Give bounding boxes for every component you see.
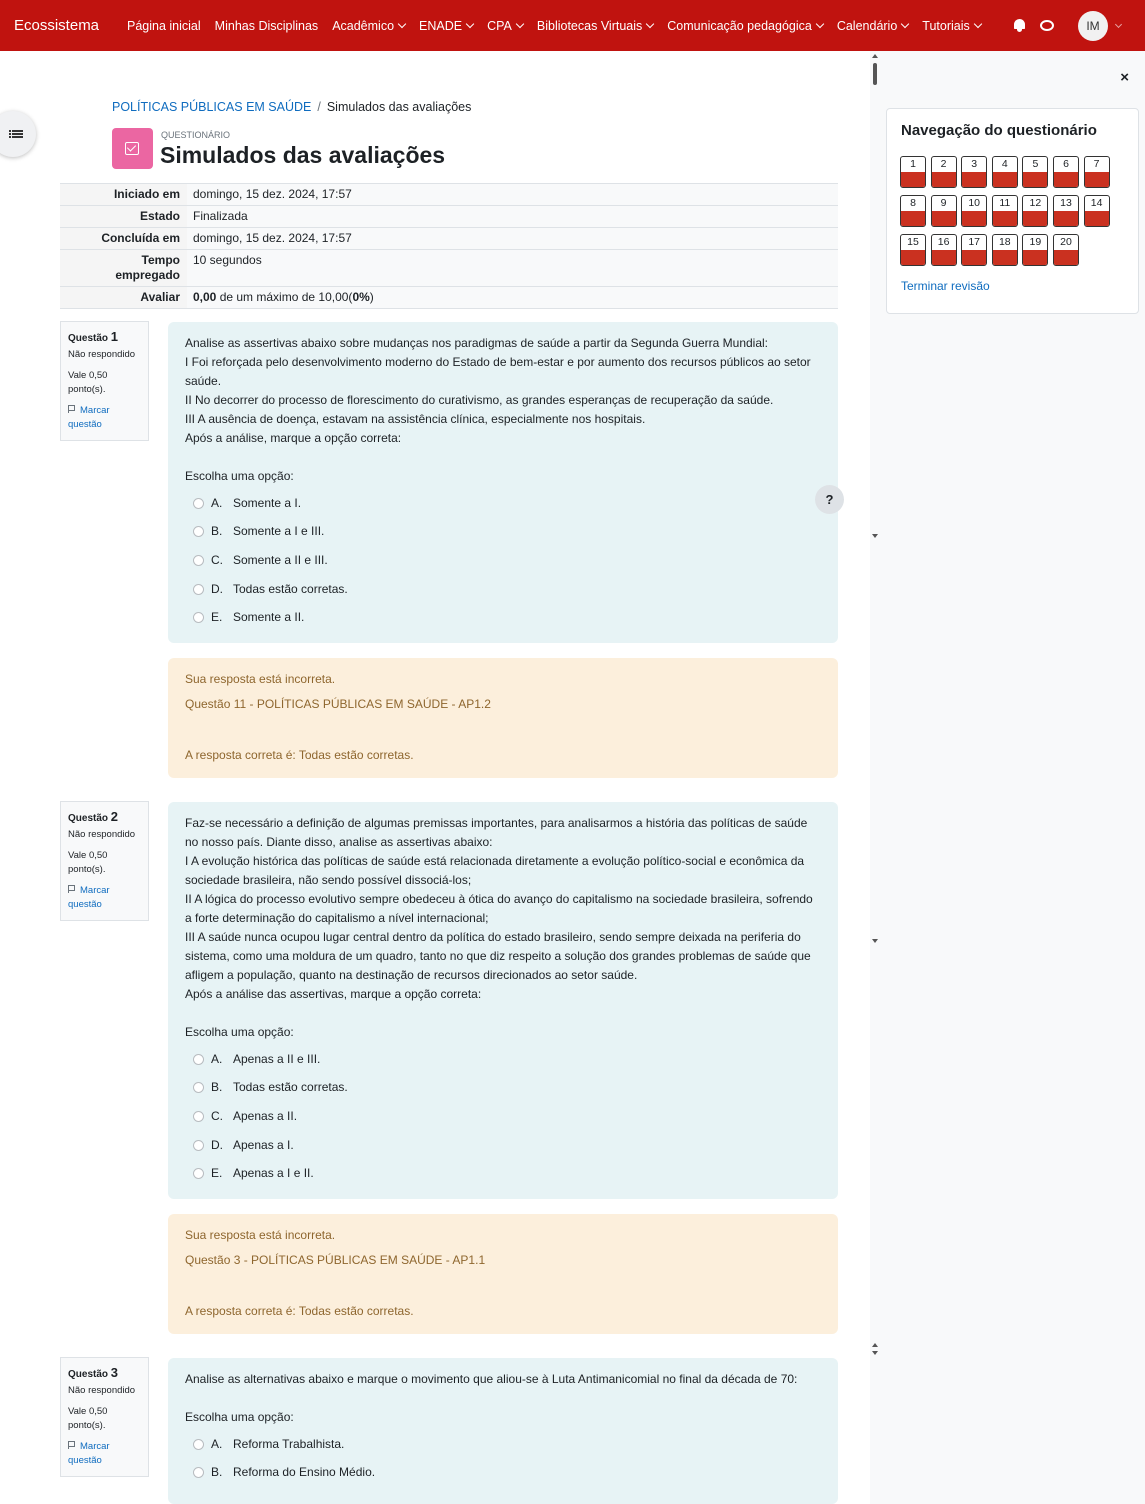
answer-text: Somente a I e III. xyxy=(233,524,325,539)
user-menu-chevron-down-icon[interactable] xyxy=(1115,20,1122,27)
incorrect-indicator xyxy=(962,172,986,187)
answer-text: Apenas a I e II. xyxy=(233,1166,314,1181)
answer-option[interactable] xyxy=(185,1430,821,1459)
flag-icon xyxy=(68,885,75,893)
question-text-line: II No decorrer do processo de florescimento do curativismo, as grandes esperanças de recuperação da saúde. xyxy=(185,393,774,407)
quiz-nav-number: 11 xyxy=(999,197,1011,209)
answer-radio[interactable] xyxy=(193,1168,204,1179)
quiz-nav-number: 18 xyxy=(998,236,1011,248)
incorrect-indicator xyxy=(901,211,925,226)
quiz-nav-number: 17 xyxy=(968,236,981,248)
answer-option[interactable] xyxy=(185,489,821,518)
page-title: Simulados das avaliações xyxy=(160,142,446,168)
quiz-nav-number: 8 xyxy=(910,197,916,209)
feedback-reference: Questão 3 - POLÍTICAS PÚBLICAS EM SAÚDE - AP1.1 xyxy=(185,1253,486,1267)
answer-text: Apenas a I. xyxy=(233,1137,294,1152)
breadcrumb: POLÍTICAS PÚBLICAS EM SAÚDE / Simulados das avaliações xyxy=(112,100,472,114)
incorrect-indicator xyxy=(1085,172,1109,187)
answer-radio[interactable] xyxy=(193,1140,204,1151)
answer-option[interactable] xyxy=(185,1159,821,1188)
answer-prompt: Escolha uma opção: xyxy=(185,1025,294,1039)
quiz-nav-button[interactable] xyxy=(961,195,987,227)
answer-letter: B. xyxy=(211,1080,223,1095)
summary-value: 10 segundos xyxy=(187,250,838,287)
question-grade: Vale 0,50 ponto(s). xyxy=(68,370,108,395)
quiz-nav-button[interactable] xyxy=(992,234,1018,266)
answer-list xyxy=(185,1430,821,1487)
answer-option[interactable] xyxy=(185,1074,821,1103)
answer-letter: D. xyxy=(211,581,223,596)
chevron-down-icon xyxy=(901,20,909,28)
answer-radio[interactable] xyxy=(193,526,204,537)
quiz-nav-number: 4 xyxy=(1001,158,1008,170)
question-state: Não respondido xyxy=(68,829,136,840)
quiz-nav-button[interactable] xyxy=(1022,195,1048,227)
question-state: Não respondido xyxy=(68,1385,136,1396)
flag-icon xyxy=(68,1441,75,1449)
chevron-down-icon xyxy=(816,20,824,28)
brand-logo[interactable]: Ecossistema xyxy=(14,17,100,34)
flag-question-link[interactable]: Marcar questão xyxy=(68,885,110,910)
breadcrumb-current: Simulados das avaliações xyxy=(326,100,472,114)
chevron-down-icon xyxy=(466,20,474,28)
incorrect-indicator xyxy=(1023,211,1047,226)
summary-label: Iniciado em xyxy=(60,184,187,206)
quiz-nav-number: 2 xyxy=(940,158,947,170)
feedback-reference: Questão 11 - POLÍTICAS PÚBLICAS EM SAÚDE - AP1.2 xyxy=(185,697,491,711)
quiz-nav-button[interactable] xyxy=(1084,195,1110,227)
summary-label: Tempo empregado xyxy=(60,250,187,287)
answer-radio[interactable] xyxy=(193,498,204,509)
question-text-line: II A lógica do processo evolutivo sempre obedeceu à ótica do avanço do capitalismo na sociedade brasileira, sofrendo a forte determinação do capitalismo a nível internacional; xyxy=(185,892,813,925)
answer-text: Reforma do Ensino Médio. xyxy=(233,1465,376,1480)
answer-letter: C. xyxy=(211,1108,223,1123)
answer-radio[interactable] xyxy=(193,1111,204,1122)
feedback-correct-answer: A resposta correta é: Todas estão corretas. xyxy=(185,748,414,762)
nav-item-3[interactable] xyxy=(419,19,473,33)
quiz-nav-button[interactable] xyxy=(931,234,957,266)
quiz-nav-number: 3 xyxy=(971,158,978,170)
question-text xyxy=(185,814,821,1004)
incorrect-indicator xyxy=(932,211,956,226)
question-info-3 xyxy=(60,1357,149,1477)
quiz-nav-number: 5 xyxy=(1032,158,1039,170)
answer-text: Todas estão corretas. xyxy=(233,581,348,596)
answer-option[interactable] xyxy=(185,1045,821,1074)
quiz-nav-number: 1 xyxy=(910,158,916,170)
right-drawer xyxy=(870,51,1145,1504)
nav-item-4[interactable] xyxy=(487,19,523,33)
flag-question-link[interactable]: Marcar questão xyxy=(68,1441,110,1466)
summary-label: Concluída em xyxy=(60,228,187,250)
summary-value: domingo, 15 dez. 2024, 17:57 xyxy=(187,184,838,206)
incorrect-indicator xyxy=(993,250,1017,265)
question-feedback-1 xyxy=(168,658,838,778)
nav-item-label: CPA xyxy=(487,18,512,33)
feedback-correct-answer: A resposta correta é: Todas estão corretas. xyxy=(185,1304,414,1318)
question-feedback-2 xyxy=(168,1214,838,1334)
nav-item-8[interactable] xyxy=(922,19,980,33)
quiz-navigation-title: Navegação do questionário xyxy=(901,122,1097,139)
incorrect-indicator xyxy=(1023,172,1047,187)
nav-item-label: Página inicial xyxy=(127,18,201,33)
answer-radio[interactable] xyxy=(193,555,204,566)
help-button[interactable]: ? xyxy=(815,485,844,514)
chevron-down-icon xyxy=(974,20,982,28)
answer-radio[interactable] xyxy=(193,1082,204,1093)
answer-option[interactable] xyxy=(185,546,821,575)
summary-row-time xyxy=(60,250,838,287)
question-text-line: I A evolução histórica das políticas de saúde está relacionada diretamente a evolução político-social e econômica da sociedade brasileira, não sendo possível dissociá-los; xyxy=(185,854,805,887)
incorrect-indicator xyxy=(962,211,986,226)
quiz-nav-number: 12 xyxy=(1029,197,1042,209)
incorrect-indicator xyxy=(962,250,986,265)
summary-label: Avaliar xyxy=(60,287,187,309)
incorrect-indicator xyxy=(1054,250,1078,265)
question-text xyxy=(185,334,821,448)
answer-radio[interactable] xyxy=(193,1054,204,1065)
quiz-nav-button[interactable] xyxy=(961,156,987,188)
nav-item-6[interactable] xyxy=(667,19,823,33)
incorrect-indicator xyxy=(901,250,925,265)
nav-item-label: Bibliotecas Virtuais xyxy=(536,18,643,33)
nav-item-label: Calendário xyxy=(836,18,898,33)
summary-value: 0,00 de um máximo de 10,00(0%) xyxy=(187,287,838,309)
quiz-nav-button[interactable] xyxy=(1053,195,1079,227)
answer-letter: B. xyxy=(211,1465,223,1480)
nav-item-label: Comunicação pedagógica xyxy=(667,18,812,33)
activity-type-label: QUESTIONÁRIO xyxy=(161,130,231,140)
nav-item-1[interactable] xyxy=(215,19,319,33)
quiz-nav-button[interactable] xyxy=(1053,234,1079,266)
breadcrumb-course-link[interactable]: POLÍTICAS PÚBLICAS EM SAÚDE xyxy=(112,100,312,114)
messages-chat-icon[interactable] xyxy=(1040,20,1054,31)
answer-letter: A. xyxy=(211,1436,223,1451)
answer-prompt: Escolha uma opção: xyxy=(185,1410,294,1424)
nav-item-label: Minhas Disciplinas xyxy=(214,18,319,33)
quiz-nav-number: 10 xyxy=(968,197,981,209)
incorrect-indicator xyxy=(1054,211,1078,226)
nav-item-5[interactable] xyxy=(537,19,653,33)
answer-list xyxy=(185,1045,821,1188)
answer-text: Reforma Trabalhista. xyxy=(233,1436,345,1451)
attempt-summary-table xyxy=(60,183,838,309)
answer-letter: E. xyxy=(211,610,223,625)
quiz-nav-number: 19 xyxy=(1029,236,1042,248)
incorrect-indicator xyxy=(993,172,1017,187)
scrollbar-thumb[interactable] xyxy=(873,63,877,85)
question-text-line: Faz-se necessário a definição de algumas premissas importantes, para analisarmos a história das políticas de saúde no nosso país. Diante disso, analise as assertivas abaixo: xyxy=(185,816,808,849)
quiz-nav-number: 13 xyxy=(1060,197,1072,209)
answer-radio[interactable] xyxy=(193,1467,204,1478)
answer-radio[interactable] xyxy=(193,1439,204,1450)
incorrect-indicator xyxy=(1085,211,1109,226)
chevron-down-icon xyxy=(516,20,524,28)
nav-item-2[interactable] xyxy=(332,19,405,33)
finish-review-link[interactable]: Terminar revisão xyxy=(901,279,990,293)
quiz-nav-number: 14 xyxy=(1090,197,1103,209)
quiz-nav-button[interactable] xyxy=(900,156,926,188)
quiz-nav-button[interactable] xyxy=(900,195,926,227)
answer-text: Somente a II e III. xyxy=(233,552,328,567)
answer-option[interactable] xyxy=(185,575,821,604)
quiz-nav-button[interactable] xyxy=(931,195,957,227)
answer-text: Apenas a II e III. xyxy=(233,1051,321,1066)
question-grade: Vale 0,50 ponto(s). xyxy=(68,850,108,875)
summary-value: Finalizada xyxy=(187,206,838,228)
question-number: Questão 3 xyxy=(68,1365,119,1380)
quiz-nav-button[interactable] xyxy=(992,195,1018,227)
answer-radio[interactable] xyxy=(193,584,204,595)
question-text-line: III A saúde nunca ocupou lugar central dentro da política do estado brasileiro, sendo sempre deixada na periferia do sistema, como uma moldura de um quadro, tanto no que diz respeito a solução dos grandes problemas de saúde que afligem a população, quanto na destinação de recursos direcionados ao setor saúde. xyxy=(185,930,811,982)
incorrect-indicator xyxy=(932,172,956,187)
answer-text: Somente a II. xyxy=(233,610,305,625)
notifications-bell-icon[interactable] xyxy=(1013,19,1026,32)
quiz-nav-button[interactable] xyxy=(1022,156,1048,188)
answer-option[interactable] xyxy=(185,603,821,632)
answer-text: Somente a I. xyxy=(233,495,302,510)
flag-icon xyxy=(68,405,75,413)
scroll-up-arrow-icon[interactable] xyxy=(872,1343,878,1347)
question-text-line: Analise as assertivas abaixo sobre mudanças nos paradigmas de saúde a partir da Segunda Guerra Mundial: xyxy=(185,336,769,350)
question-text xyxy=(185,1370,821,1389)
user-avatar[interactable]: IM xyxy=(1078,11,1108,41)
question-info-1 xyxy=(60,321,149,441)
quiz-nav-number: 20 xyxy=(1060,236,1072,248)
quiz-nav-number: 7 xyxy=(1093,158,1100,170)
quiz-nav-button[interactable] xyxy=(931,156,957,188)
summary-row-grade xyxy=(60,287,838,309)
summary-row-state xyxy=(60,206,838,228)
question-text-line: III A ausência de doença, estavam na assistência clínica, especialmente nos hospitais. xyxy=(185,412,646,426)
chevron-down-icon xyxy=(398,20,406,28)
scroll-down-arrow-icon[interactable] xyxy=(872,1351,878,1355)
answer-letter: E. xyxy=(211,1166,223,1181)
quiz-nav-number: 16 xyxy=(937,236,950,248)
quiz-nav-button[interactable] xyxy=(1084,156,1110,188)
course-index-toggle-button[interactable] xyxy=(0,111,36,157)
incorrect-indicator xyxy=(932,250,956,265)
flag-question-link[interactable]: Marcar questão xyxy=(68,405,110,430)
nav-item-label: Tutoriais xyxy=(922,18,970,33)
answer-letter: C. xyxy=(211,552,223,567)
quiz-navigation-block xyxy=(886,108,1139,314)
question-text-line: Após a análise das assertivas, marque a opção correta: xyxy=(185,987,482,1001)
question-text-line: Analise as alternativas abaixo e marque o movimento que aliou-se à Luta Antimanicomial no final da década de 70: xyxy=(185,1372,798,1386)
summary-row-completed xyxy=(60,228,838,250)
incorrect-indicator xyxy=(993,211,1017,226)
answer-letter: D. xyxy=(211,1137,223,1152)
chevron-down-icon xyxy=(646,20,654,28)
question-state: Não respondido xyxy=(68,349,136,360)
answer-option[interactable] xyxy=(185,1131,821,1160)
quiz-nav-number: 9 xyxy=(940,197,947,209)
answer-option[interactable] xyxy=(185,518,821,547)
answer-prompt: Escolha uma opção: xyxy=(185,469,294,483)
quiz-nav-number: 6 xyxy=(1063,158,1069,170)
quiz-nav-button[interactable] xyxy=(1053,156,1079,188)
quiz-nav-button[interactable] xyxy=(900,234,926,266)
quiz-nav-button[interactable] xyxy=(961,234,987,266)
question-text-line: Após a análise, marque a opção correta: xyxy=(185,431,402,445)
answer-radio[interactable] xyxy=(193,612,204,623)
answer-letter: A. xyxy=(211,495,223,510)
answer-letter: A. xyxy=(211,1051,223,1066)
question-content-2 xyxy=(168,802,838,1199)
nav-item-7[interactable] xyxy=(837,19,908,33)
incorrect-indicator xyxy=(901,172,925,187)
summary-label: Estado xyxy=(60,206,187,228)
nav-item-label: ENADE xyxy=(419,18,463,33)
quiz-activity-icon xyxy=(112,128,153,169)
summary-row-started xyxy=(60,184,838,206)
answer-text: Apenas a II. xyxy=(233,1108,298,1123)
scroll-up-arrow-icon[interactable] xyxy=(872,54,878,58)
quiz-nav-button[interactable] xyxy=(992,156,1018,188)
question-content-3 xyxy=(168,1358,838,1504)
scroll-down-arrow-icon[interactable] xyxy=(872,534,878,538)
nav-item-0[interactable] xyxy=(127,19,201,33)
answer-option[interactable] xyxy=(185,1102,821,1131)
close-drawer-icon[interactable]: × xyxy=(1120,69,1129,86)
question-number: Questão 2 xyxy=(68,809,119,824)
question-grade: Vale 0,50 ponto(s). xyxy=(68,1406,108,1431)
main-menu xyxy=(127,0,995,51)
incorrect-indicator xyxy=(1054,172,1078,187)
question-number: Questão 1 xyxy=(68,329,119,344)
summary-value: domingo, 15 dez. 2024, 17:57 xyxy=(187,228,838,250)
answer-text: Todas estão corretas. xyxy=(233,1080,348,1095)
question-info-2 xyxy=(60,801,149,921)
question-text-line: I Foi reforçada pelo desenvolvimento moderno do Estado de bem-estar e por aumento dos recursos públicos ao setor saúde. xyxy=(185,355,811,388)
feedback-status: Sua resposta está incorreta. xyxy=(185,1228,336,1242)
answer-list xyxy=(185,489,821,632)
quiz-nav-button[interactable] xyxy=(1022,234,1048,266)
answer-letter: B. xyxy=(211,524,223,539)
top-navbar xyxy=(0,0,1145,51)
incorrect-indicator xyxy=(1023,250,1047,265)
quiz-nav-number: 15 xyxy=(907,236,919,248)
feedback-status: Sua resposta está incorreta. xyxy=(185,672,336,686)
answer-option[interactable] xyxy=(185,1459,821,1488)
scroll-down-arrow-icon[interactable] xyxy=(872,939,878,943)
question-content-1 xyxy=(168,322,838,643)
nav-item-label: Acadêmico xyxy=(332,18,395,33)
